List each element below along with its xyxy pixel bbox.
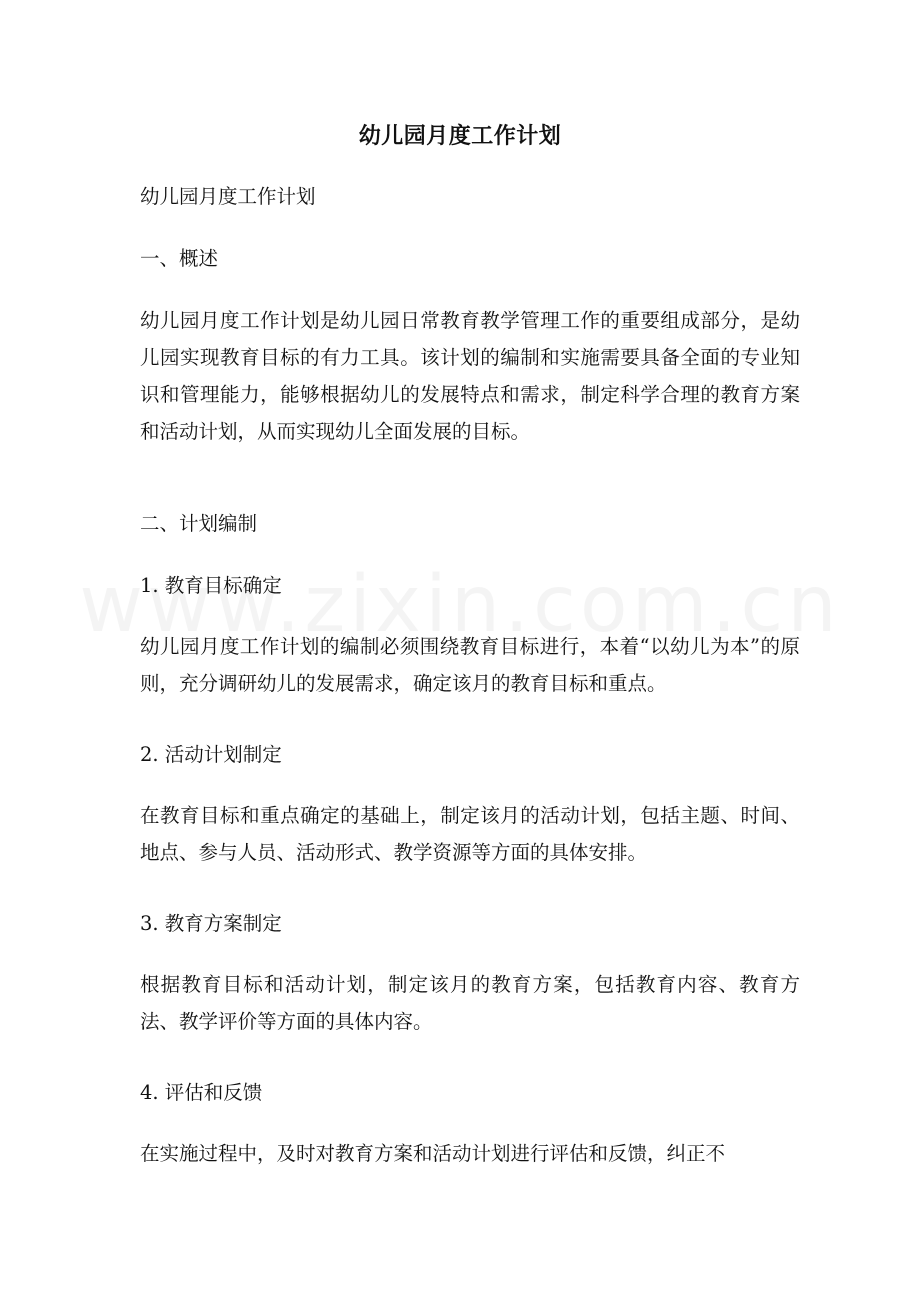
subheading-education-goals: 1. 教育目标确定 <box>140 574 282 597</box>
section-heading-overview: 一、概述 <box>140 247 219 270</box>
paragraph-evaluation-feedback: 在实施过程中，及时对教育方案和活动计划进行评估和反馈，纠正不 <box>140 1142 726 1165</box>
section-heading-planning: 二、计划编制 <box>140 512 258 535</box>
paragraph-activity-plan: 在教育目标和重点确定的基础上，制定该月的活动计划，包括主题、时间、地点、参与人员、活动形式、教学资源等方面的具体安排。 <box>140 804 800 864</box>
paragraph-education-goals: 幼儿园月度工作计划的编制必须围绕教育目标进行，本着“以幼儿为本”的原则，充分调研幼儿的发展需求，确定该月的教育目标和重点。 <box>140 635 800 695</box>
overview-paragraph: 幼儿园月度工作计划是幼儿园日常教育教学管理工作的重要组成部分，是幼儿园实现教育目标的有力工具。该计划的编制和实施需要具备全面的专业知识和管理能力，能够根据幼儿的发展特点和需求，制定科学合理的教育方案和活动计划，从而实现幼儿全面发展的目标。 <box>140 309 800 443</box>
subheading-activity-plan: 2. 活动计划制定 <box>140 743 282 766</box>
subtitle: 幼儿园月度工作计划 <box>140 185 316 208</box>
subheading-education-scheme: 3. 教育方案制定 <box>140 912 282 935</box>
document-title: 幼儿园月度工作计划 <box>358 123 562 149</box>
paragraph-education-scheme: 根据教育目标和活动计划，制定该月的教育方案，包括教育内容、教育方法、教学评价等方面的具体内容。 <box>140 973 800 1033</box>
subheading-evaluation-feedback: 4. 评估和反馈 <box>140 1081 263 1104</box>
